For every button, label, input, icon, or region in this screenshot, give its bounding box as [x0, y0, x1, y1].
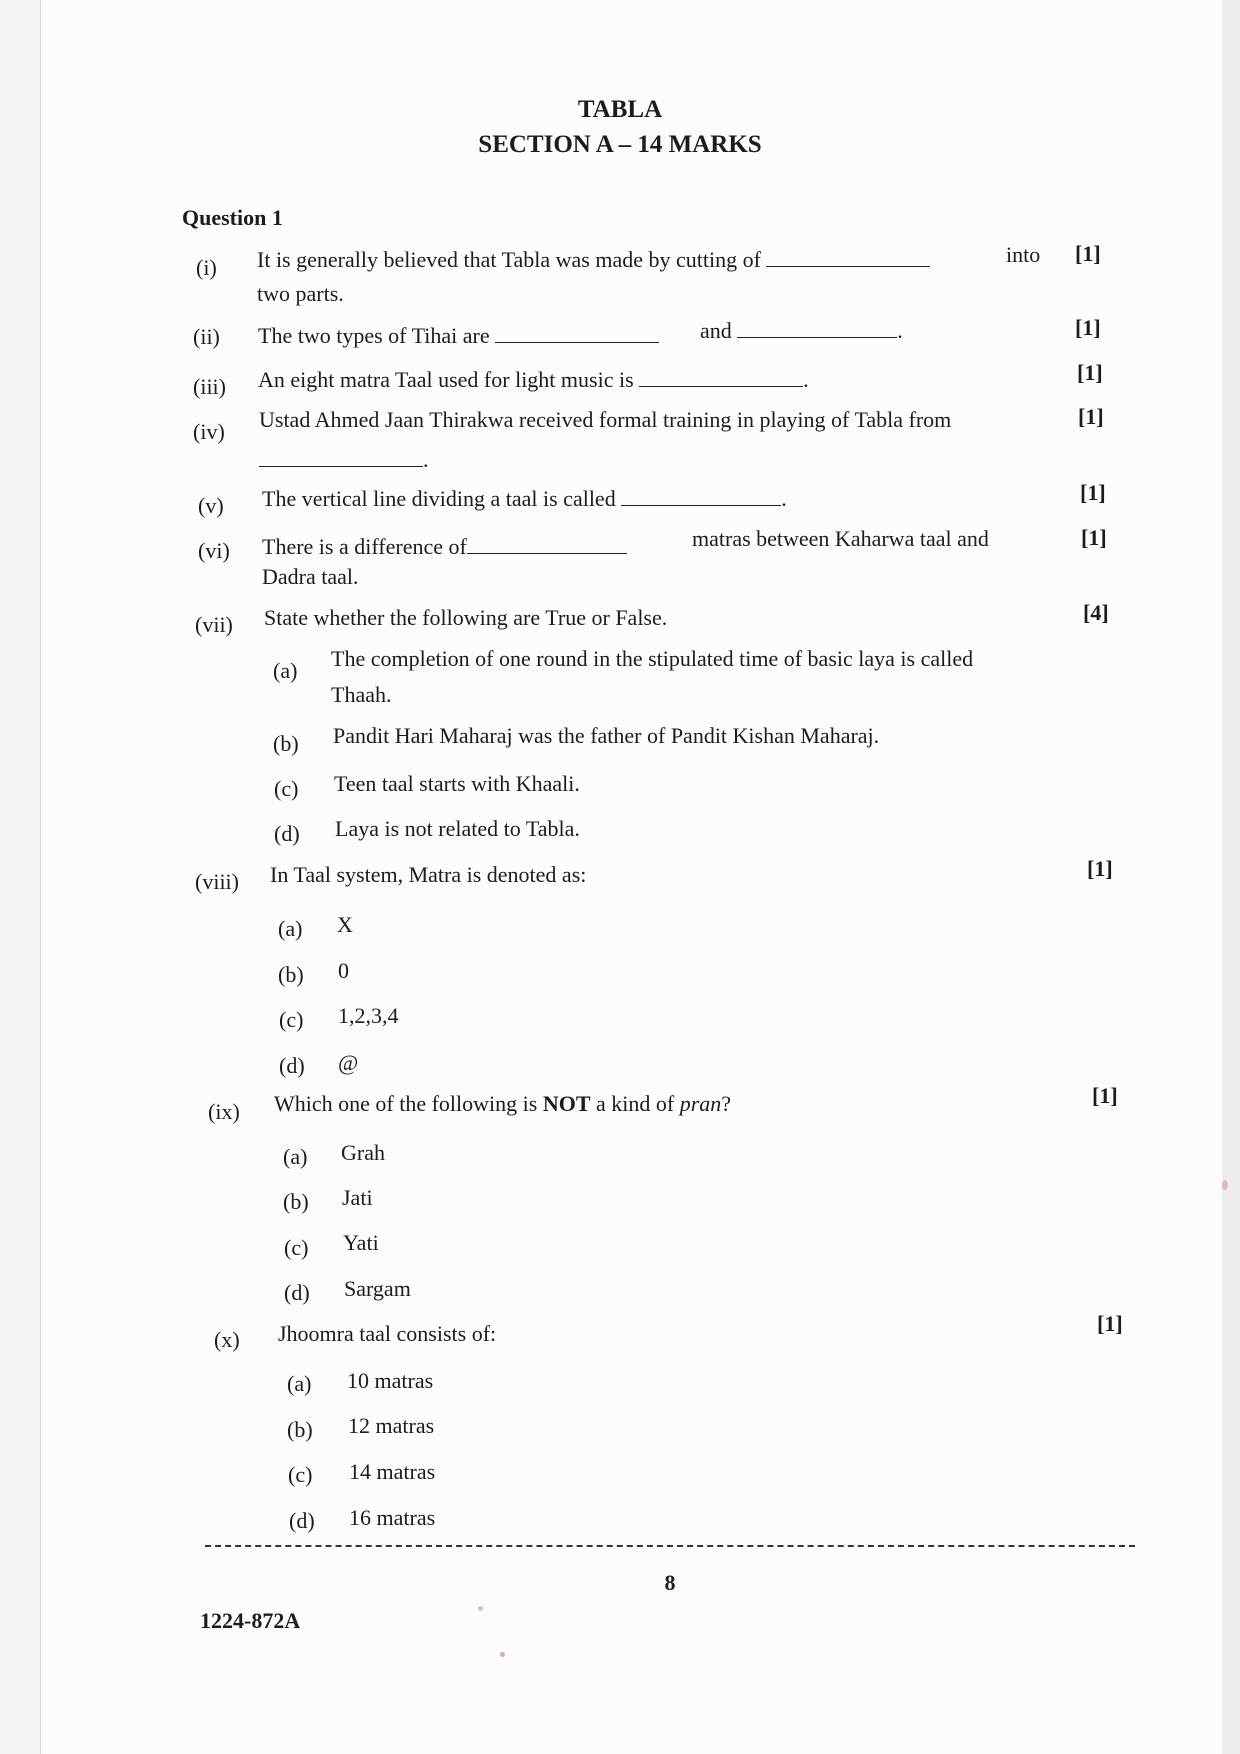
answer-blank — [737, 319, 897, 338]
item-text-continued: . — [259, 446, 429, 474]
marks-badge: [1] — [1077, 360, 1103, 385]
item-text: The two types of Tihai are — [258, 322, 659, 350]
marks-badge: [4] — [1083, 600, 1109, 625]
option-text: Laya is not related to Tabla. — [335, 816, 580, 841]
option-text: Grah — [341, 1140, 385, 1165]
question-heading: Question 1 — [182, 205, 283, 230]
item-number: (vi) — [198, 538, 230, 563]
item-text: and . — [700, 318, 903, 343]
scan-speck — [500, 1652, 505, 1657]
emphasis-not: NOT — [542, 1091, 591, 1116]
item-number: (viii) — [195, 869, 239, 894]
item-number: (ix) — [208, 1099, 240, 1124]
item-number: (iii) — [193, 374, 226, 399]
option-label: (b) — [287, 1417, 313, 1442]
marks-badge: [1] — [1080, 480, 1106, 505]
option-text: 12 matras — [348, 1413, 435, 1438]
item-number: (iv) — [193, 419, 225, 444]
item-text: Which one of the following is NOT a kind of pran? — [274, 1091, 732, 1116]
item-text-tail: into — [1006, 242, 1041, 267]
item-number: (ii) — [193, 324, 220, 349]
option-label: (d) — [289, 1508, 315, 1533]
marks-badge: [1] — [1087, 856, 1113, 881]
answer-blank — [495, 324, 659, 343]
option-text: Jati — [342, 1185, 373, 1210]
scan-speck — [1222, 1180, 1228, 1190]
option-text: @ — [338, 1050, 359, 1075]
option-text: 0 — [338, 958, 349, 983]
option-label: (c) — [274, 776, 299, 801]
option-text: 16 matras — [349, 1505, 436, 1530]
option-text: Pandit Hari Maharaj was the father of Pandit Kishan Maharaj. — [333, 723, 880, 748]
marks-badge: [1] — [1075, 241, 1101, 266]
option-label: (b) — [283, 1189, 309, 1214]
option-text: 14 matras — [349, 1459, 436, 1484]
footer-divider — [205, 1545, 1135, 1547]
marks-badge: [1] — [1081, 525, 1107, 550]
item-number: (v) — [198, 493, 224, 518]
option-label: (b) — [278, 962, 304, 987]
item-text-continued: Dadra taal. — [262, 564, 359, 589]
answer-blank — [639, 368, 803, 387]
item-text-continued: two parts. — [257, 281, 344, 306]
item-text: matras between Kaharwa taal and — [692, 526, 989, 551]
item-text: State whether the following are True or False. — [264, 605, 668, 630]
item-text: The vertical line dividing a taal is called . — [262, 486, 787, 511]
option-label: (d) — [279, 1053, 305, 1078]
item-text: Jhoomra taal consists of: — [278, 1321, 497, 1346]
option-text: The completion of one round in the stipulated time of basic laya is called — [331, 646, 974, 671]
item-number: (vii) — [195, 612, 233, 637]
item-number: (i) — [196, 255, 217, 280]
option-label: (b) — [273, 731, 299, 756]
page-edge-shadow — [1222, 0, 1240, 1754]
section-title: SECTION A – 14 MARKS — [478, 131, 762, 158]
option-label: (c) — [288, 1462, 313, 1487]
term-pran: pran — [679, 1091, 722, 1116]
scan-speck — [478, 1606, 483, 1611]
option-text: X — [337, 912, 353, 937]
subject-title: TABLA — [577, 96, 663, 123]
option-label: (a) — [273, 658, 298, 683]
marks-badge: [1] — [1092, 1083, 1118, 1108]
page-number: 8 — [664, 1570, 676, 1595]
answer-blank — [467, 535, 627, 554]
marks-badge: [1] — [1078, 404, 1104, 429]
answer-blank — [766, 248, 930, 267]
option-text: 10 matras — [347, 1368, 434, 1393]
option-label: (d) — [274, 821, 300, 846]
option-label: (a) — [278, 916, 303, 941]
paper-code: 1224-872A — [200, 1608, 301, 1633]
option-label: (a) — [287, 1371, 312, 1396]
item-text: There is a difference of — [262, 533, 627, 561]
item-text: An eight matra Taal used for light music is . — [258, 367, 809, 392]
answer-blank — [621, 487, 781, 506]
item-number: (x) — [214, 1327, 240, 1352]
option-label: (d) — [284, 1280, 310, 1305]
item-text: It is generally believed that Tabla was made by cutting of — [257, 246, 930, 274]
marks-badge: [1] — [1075, 315, 1101, 340]
item-text: In Taal system, Matra is denoted as: — [270, 862, 587, 887]
option-text-continued: Thaah. — [331, 682, 392, 707]
option-label: (a) — [283, 1144, 308, 1169]
option-label: (c) — [279, 1007, 304, 1032]
marks-badge: [1] — [1097, 1311, 1123, 1336]
option-text: Sargam — [344, 1276, 411, 1301]
item-text: Ustad Ahmed Jaan Thirakwa received formal training in playing of Tabla from — [259, 407, 952, 432]
option-label: (c) — [284, 1235, 309, 1260]
option-text: Teen taal starts with Khaali. — [334, 771, 580, 796]
option-text: 1,2,3,4 — [338, 1003, 399, 1028]
answer-blank — [259, 448, 423, 467]
option-text: Yati — [343, 1230, 379, 1255]
